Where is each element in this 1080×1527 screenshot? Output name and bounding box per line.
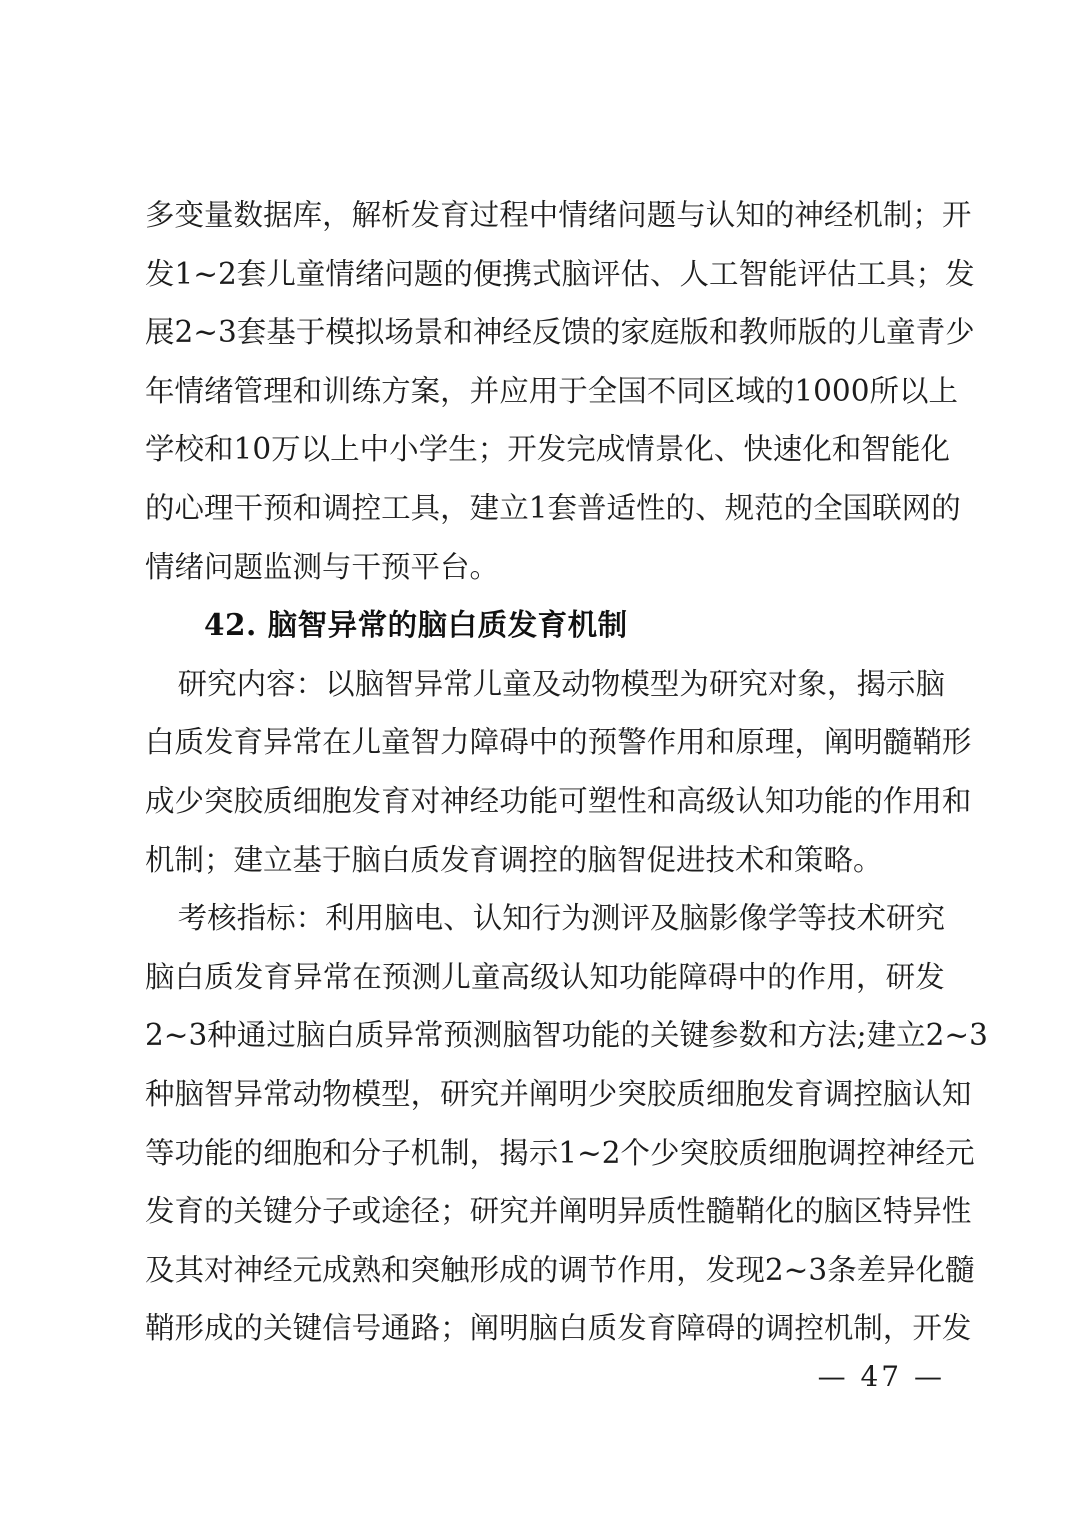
text-line: 种 脑 智 异 常 动 物 模 型 ， 研 究 并 阐 明 少 突 胶 质 细 胞 发 育 调 控 脑 认 知 xyxy=(145,1076,972,1111)
text-line: 考 核 指 标 ： 利 用 脑 电 、 认 知 行 为 测 评 及 脑 影 像 学 等 技 术 研 究 xyxy=(145,889,945,948)
text-line: 鞘 形 成 的 关 键 信 号 通 路 ； 阐 明 脑 白 质 发 育 障 碍 的 调 控 机 制 ， 开 发 xyxy=(145,1311,972,1346)
text-line: 年 情 绪 管 理 和 训 练 方 案 ， 并 应 用 于 全 国 不 同 区 域 的 1 0 0 0 所 以 上 xyxy=(145,373,959,408)
text-line: 2 ~ 3 种 通 过 脑 白 质 异 常 预 测 脑 智 功 能 的 关 键 参 数 和 方 法 ; 建 立 2 ~ 3 xyxy=(145,1018,988,1053)
text-line: 白 质 发 育 异 常 在 儿 童 智 力 障 碍 中 的 预 警 作 用 和 原 理 ， 阐 明 髓 鞘 形 xyxy=(145,725,972,760)
text-line: 学 校 和 1 0 万 以 上 中 小 学 生 ； 开 发 完 成 情 景 化 、 快 速 化 和 智 能 化 xyxy=(145,432,950,467)
text-column xyxy=(145,186,988,1358)
text-line: 多 变 量 数 据 库 ， 解 析 发 育 过 程 中 情 绪 问 题 与 认 知 的 神 经 机 制 ； 开 xyxy=(145,198,972,232)
text-line: 发 1 ~ 2 套 儿 童 情 绪 问 题 的 便 携 式 脑 评 估 、 人 工 智 能 评 估 工 具 ； 发 xyxy=(145,256,975,291)
text-line: 发 育 的 关 键 分 子 或 途 径 ； 研 究 并 阐 明 异 质 性 髓 鞘 化 的 脑 区 特 异 性 xyxy=(145,1194,972,1229)
paragraph-research-content xyxy=(145,655,972,889)
paragraph-indent xyxy=(145,889,178,948)
text-line: 脑 白 质 发 育 异 常 在 预 测 儿 童 高 级 认 知 功 能 障 碍 中 的 作 用 ， 研 发 xyxy=(145,959,945,994)
text-line: 情绪问题监测与干预平台。 xyxy=(145,549,500,584)
paragraph-assessment-index xyxy=(145,889,988,1358)
text-line: 及 其 对 神 经 元 成 熟 和 突 触 形 成 的 调 节 作 用 ， 发 现 2 ~ 3 条 差 异 化 髓 xyxy=(145,1252,975,1287)
text-line: 展 2 ~ 3 套 基 于 模 拟 场 景 和 神 经 反 馈 的 家 庭 版 和 教 师 版 的 儿 童 青 少 xyxy=(145,315,975,350)
page-number-footer: — 47 — xyxy=(817,1360,945,1393)
paragraph-indent xyxy=(145,655,178,714)
text-line: 研 究 内 容 ： 以 脑 智 异 常 儿 童 及 动 物 模 型 为 研 究 对 象 ， 揭 示 脑 xyxy=(145,655,945,714)
paragraph-continued xyxy=(145,186,975,596)
section-heading-42: 42. 脑智异常的脑白质发育机制 xyxy=(204,607,628,643)
text-line: 机制；建立基于脑白质发育调控的脑智促进技术和策略。 xyxy=(145,842,883,877)
text-line: 的 心 理 干 预 和 调 控 工 具 ， 建 立 1 套 普 适 性 的 、 规 范 的 全 国 联 网 的 xyxy=(145,490,961,525)
text-line: 等 功 能 的 细 胞 和 分 子 机 制 ， 揭 示 1 ~ 2 个 少 突 胶 质 细 胞 调 控 神 经 元 xyxy=(145,1135,975,1170)
text-line: 成 少 突 胶 质 细 胞 发 育 对 神 经 功 能 可 塑 性 和 高 级 认 知 功 能 的 作 用 和 xyxy=(145,783,972,818)
